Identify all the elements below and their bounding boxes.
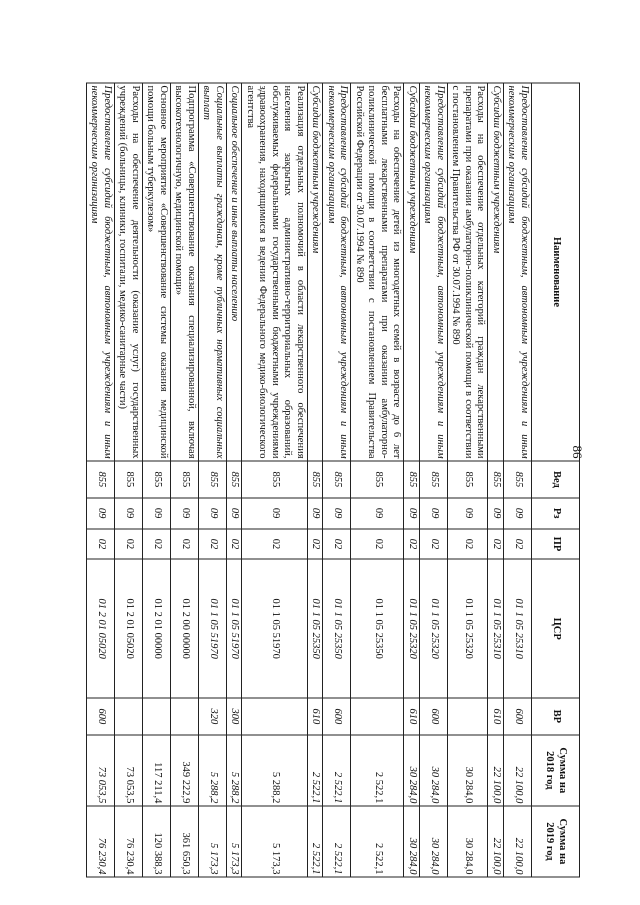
header-sum-2019: Сумма на 2019 год bbox=[532, 806, 580, 877]
cell-vr: 610 bbox=[488, 698, 504, 735]
cell-pr: 02 bbox=[242, 529, 308, 560]
cell-rz: 09 bbox=[308, 498, 324, 529]
cell-ved: 855 bbox=[404, 461, 420, 498]
cell-vr bbox=[351, 698, 404, 735]
table-row bbox=[227, 83, 243, 877]
cell-name: Реализация отдельных полномочий в области лекарственного обеспечения населения закрытых административно-территориальных образований, обслуживаемых федеральными государственными бюджетными учреждениями здравоохранения, находящимися в ведении Федерального медико-биологического агентства bbox=[242, 83, 308, 461]
cell-vr bbox=[143, 698, 171, 735]
cell-rz: 09 bbox=[171, 498, 199, 529]
cell-vr: 300 bbox=[227, 698, 243, 735]
table-row bbox=[351, 83, 404, 877]
header-rz: Рз bbox=[532, 498, 580, 529]
table-row bbox=[87, 83, 115, 877]
cell-vr bbox=[171, 698, 199, 735]
cell-ved: 855 bbox=[199, 461, 227, 498]
table-body bbox=[87, 83, 532, 877]
cell-pr: 02 bbox=[323, 529, 351, 560]
budget-table-sheet bbox=[60, 83, 580, 878]
cell-sum-2018: 5 288,2 bbox=[199, 735, 227, 806]
cell-ved: 855 bbox=[420, 461, 448, 498]
table-row bbox=[143, 83, 171, 877]
cell-ved: 855 bbox=[87, 461, 115, 498]
cell-csr: 01 1 05 25350 bbox=[308, 559, 324, 698]
cell-rz: 09 bbox=[115, 498, 143, 529]
cell-pr: 02 bbox=[199, 529, 227, 560]
cell-sum-2019: 5 173,3 bbox=[227, 806, 243, 877]
cell-ved: 855 bbox=[171, 461, 199, 498]
cell-sum-2019: 30 284,0 bbox=[404, 806, 420, 877]
cell-name: Субсидии бюджетным учреждениям bbox=[404, 83, 420, 461]
cell-ved: 855 bbox=[143, 461, 171, 498]
cell-ved: 855 bbox=[448, 461, 489, 498]
cell-sum-2018: 30 284,0 bbox=[404, 735, 420, 806]
cell-csr: 01 1 05 25320 bbox=[448, 559, 489, 698]
cell-ved: 855 bbox=[308, 461, 324, 498]
cell-sum-2019: 22 100,0 bbox=[504, 806, 532, 877]
budget-table bbox=[86, 83, 580, 878]
cell-sum-2018: 5 288,2 bbox=[242, 735, 308, 806]
header-vr: ВР bbox=[532, 698, 580, 735]
cell-csr: 01 1 05 25310 bbox=[488, 559, 504, 698]
cell-vr: 600 bbox=[87, 698, 115, 735]
header-name: Наименование bbox=[532, 83, 580, 461]
cell-sum-2018: 22 100,0 bbox=[488, 735, 504, 806]
cell-name: Субсидии бюджетным учреждениям bbox=[488, 83, 504, 461]
cell-name: Социальные выплаты гражданам, кроме публичных нормативных социальных выплат bbox=[199, 83, 227, 461]
cell-name: Предоставление субсидий бюджетным, автономным учреждениям и иным некоммерческим организациям bbox=[420, 83, 448, 461]
cell-ved: 855 bbox=[488, 461, 504, 498]
cell-sum-2018: 73 053,5 bbox=[115, 735, 143, 806]
cell-pr: 02 bbox=[171, 529, 199, 560]
cell-ved: 855 bbox=[504, 461, 532, 498]
cell-pr: 02 bbox=[143, 529, 171, 560]
table-row bbox=[199, 83, 227, 877]
cell-pr: 02 bbox=[420, 529, 448, 560]
cell-rz: 09 bbox=[504, 498, 532, 529]
cell-vr bbox=[448, 698, 489, 735]
cell-ved: 855 bbox=[351, 461, 404, 498]
cell-sum-2018: 30 284,0 bbox=[420, 735, 448, 806]
cell-vr: 600 bbox=[504, 698, 532, 735]
header-sum-2018: Сумма на 2018 год bbox=[532, 735, 580, 806]
table-row bbox=[420, 83, 448, 877]
cell-pr: 02 bbox=[504, 529, 532, 560]
cell-pr: 02 bbox=[351, 529, 404, 560]
cell-name: Подпрограмма «Совершенствование оказания специализированной, включая высокотехнологичную, медицинской помощи» bbox=[171, 83, 199, 461]
cell-pr: 02 bbox=[87, 529, 115, 560]
cell-sum-2018: 117 211,4 bbox=[143, 735, 171, 806]
table-row bbox=[488, 83, 504, 877]
table-row bbox=[448, 83, 489, 877]
header-csr: ЦСР bbox=[532, 559, 580, 698]
cell-csr: 01 2 01 00000 bbox=[143, 559, 171, 698]
cell-rz: 09 bbox=[199, 498, 227, 529]
table-header-row bbox=[532, 83, 580, 877]
cell-name: Расходы на обеспечение отдельных категорий граждан лекарственными препаратами при оказании амбулаторно-поликлинической помощи в соответствии с постановлением Правительства РФ от 30.07.1994 № 890 bbox=[448, 83, 489, 461]
cell-csr: 01 2 00 00000 bbox=[171, 559, 199, 698]
table-row bbox=[504, 83, 532, 877]
cell-vr: 320 bbox=[199, 698, 227, 735]
cell-sum-2019: 5 173,3 bbox=[242, 806, 308, 877]
cell-vr: 610 bbox=[308, 698, 324, 735]
cell-csr: 01 1 05 25350 bbox=[351, 559, 404, 698]
cell-sum-2019: 2 522,1 bbox=[323, 806, 351, 877]
table-row bbox=[242, 83, 308, 877]
cell-name: Предоставление субсидий бюджетным, автономным учреждениям и иным некоммерческим организациям bbox=[504, 83, 532, 461]
cell-csr: 01 1 05 51970 bbox=[242, 559, 308, 698]
cell-csr: 01 1 05 25320 bbox=[404, 559, 420, 698]
table-row bbox=[115, 83, 143, 877]
cell-ved: 855 bbox=[242, 461, 308, 498]
cell-rz: 09 bbox=[143, 498, 171, 529]
cell-vr: 600 bbox=[420, 698, 448, 735]
cell-vr bbox=[242, 698, 308, 735]
header-ved: Вед bbox=[532, 461, 580, 498]
cell-name: Основное мероприятие «Совершенствование системы оказания медицинской помощи больным туберкулезом» bbox=[143, 83, 171, 461]
page-number: 86 bbox=[570, 445, 585, 459]
header-pr: ПР bbox=[532, 529, 580, 560]
cell-rz: 09 bbox=[404, 498, 420, 529]
cell-sum-2019: 5 173,3 bbox=[199, 806, 227, 877]
cell-sum-2018: 73 053,5 bbox=[87, 735, 115, 806]
cell-name: Предоставление субсидий бюджетным, автономным учреждениям и иным некоммерческим организациям bbox=[323, 83, 351, 461]
cell-sum-2019: 120 388,3 bbox=[143, 806, 171, 877]
cell-rz: 09 bbox=[242, 498, 308, 529]
cell-sum-2019: 2 522,1 bbox=[351, 806, 404, 877]
cell-sum-2018: 2 522,1 bbox=[323, 735, 351, 806]
cell-csr: 01 2 01 05020 bbox=[115, 559, 143, 698]
cell-sum-2019: 22 100,0 bbox=[488, 806, 504, 877]
cell-sum-2018: 30 284,0 bbox=[448, 735, 489, 806]
cell-pr: 02 bbox=[308, 529, 324, 560]
cell-csr: 01 1 05 25310 bbox=[504, 559, 532, 698]
cell-pr: 02 bbox=[115, 529, 143, 560]
cell-csr: 01 1 05 25320 bbox=[420, 559, 448, 698]
table-row bbox=[404, 83, 420, 877]
cell-csr: 01 2 01 05020 bbox=[87, 559, 115, 698]
table-row bbox=[171, 83, 199, 877]
cell-ved: 855 bbox=[227, 461, 243, 498]
cell-name: Социальное обеспечение и иные выплаты населению bbox=[227, 83, 243, 461]
cell-rz: 09 bbox=[227, 498, 243, 529]
cell-sum-2019: 2 522,1 bbox=[308, 806, 324, 877]
cell-vr bbox=[115, 698, 143, 735]
cell-sum-2019: 30 284,0 bbox=[420, 806, 448, 877]
cell-name: Расходы на обеспечение детей из многодетных семей в возрасте до 6 лет бесплатными лекарственными препаратами при оказании амбулаторно-поликлинической помощи в соответствии с постановлением Правительства Российской Федерации от 30.07.1994 № 890 bbox=[351, 83, 404, 461]
table-row bbox=[323, 83, 351, 877]
cell-name: Предоставление субсидий бюджетным, автономным учреждениям и иным некоммерческим организациям bbox=[87, 83, 115, 461]
cell-sum-2019: 30 284,0 bbox=[448, 806, 489, 877]
table-row bbox=[308, 83, 324, 877]
cell-sum-2018: 2 522,1 bbox=[351, 735, 404, 806]
cell-sum-2018: 22 100,0 bbox=[504, 735, 532, 806]
cell-sum-2019: 76 230,4 bbox=[115, 806, 143, 877]
cell-name: Субсидии бюджетным учреждениям bbox=[308, 83, 324, 461]
cell-pr: 02 bbox=[488, 529, 504, 560]
cell-ved: 855 bbox=[115, 461, 143, 498]
cell-csr: 01 1 05 51970 bbox=[227, 559, 243, 698]
cell-rz: 09 bbox=[87, 498, 115, 529]
cell-vr: 610 bbox=[404, 698, 420, 735]
cell-rz: 09 bbox=[488, 498, 504, 529]
cell-pr: 02 bbox=[227, 529, 243, 560]
cell-sum-2019: 361 650,3 bbox=[171, 806, 199, 877]
cell-csr: 01 1 05 25350 bbox=[323, 559, 351, 698]
cell-name: Расходы на обеспечение деятельности (оказание услуг) государственных учреждений (больницы, клиники, госпитали, медико-санитарные части) bbox=[115, 83, 143, 461]
cell-sum-2018: 349 222,9 bbox=[171, 735, 199, 806]
cell-rz: 09 bbox=[448, 498, 489, 529]
cell-sum-2018: 5 288,2 bbox=[227, 735, 243, 806]
cell-ved: 855 bbox=[323, 461, 351, 498]
cell-rz: 09 bbox=[351, 498, 404, 529]
cell-rz: 09 bbox=[420, 498, 448, 529]
cell-rz: 09 bbox=[323, 498, 351, 529]
cell-sum-2019: 76 230,4 bbox=[87, 806, 115, 877]
cell-sum-2018: 2 522,1 bbox=[308, 735, 324, 806]
cell-vr: 600 bbox=[323, 698, 351, 735]
cell-pr: 02 bbox=[404, 529, 420, 560]
cell-csr: 01 1 05 51970 bbox=[199, 559, 227, 698]
cell-pr: 02 bbox=[448, 529, 489, 560]
